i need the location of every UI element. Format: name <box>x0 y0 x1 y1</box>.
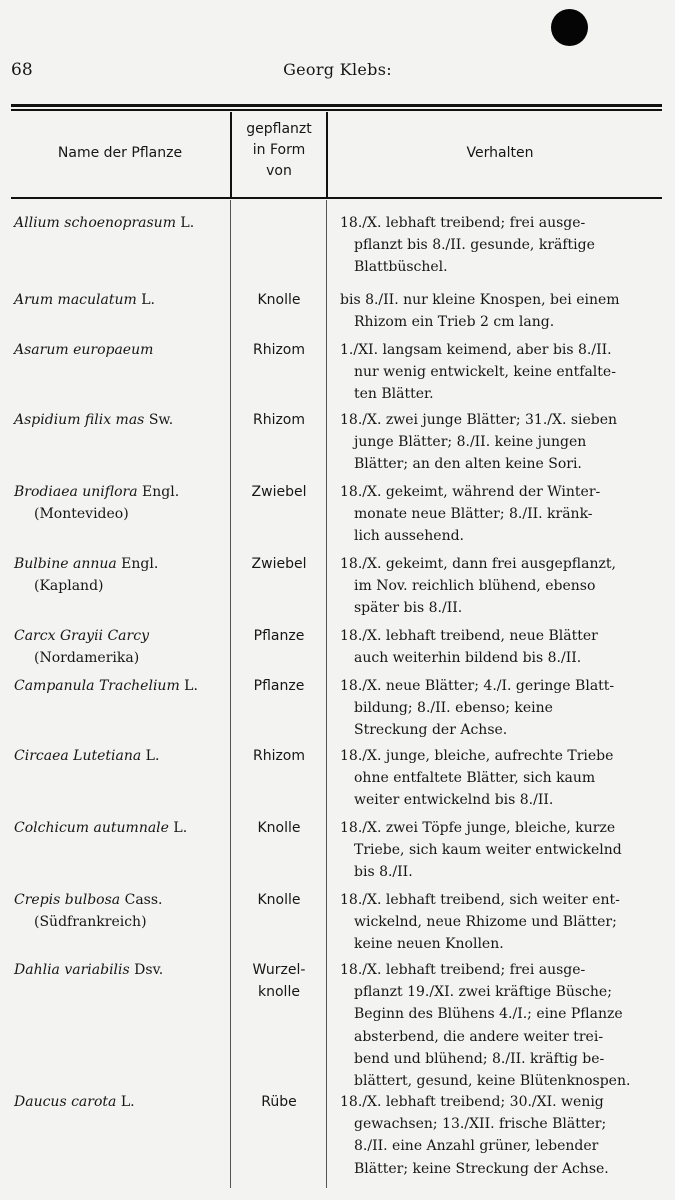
behaviour-text <box>340 409 658 476</box>
behaviour-line: wickelnd, neue Rhizome und Blätter; <box>354 914 617 931</box>
behaviour-line: junge Blätter; 8./II. keine jungen <box>354 434 587 451</box>
behaviour-line: 1./XI. langsam keimend, aber bis 8./II. <box>340 342 612 358</box>
behaviour-line: bend und blühend; 8./II. kräftig be- <box>354 1050 605 1067</box>
behaviour-text <box>340 745 658 812</box>
plant-author: L. <box>116 1094 135 1110</box>
planting-form <box>232 339 326 361</box>
behaviour-text <box>340 675 658 742</box>
behaviour-line: gewachsen; 13./XII. frische Blätter; <box>354 1116 607 1133</box>
behaviour-line: im Nov. reichlich blühend, ebenso <box>354 578 596 595</box>
behaviour-line: 18./X. neue Blätter; 4./I. geringe Blatt- <box>340 678 615 694</box>
plant-author: Engl. <box>116 556 159 572</box>
behaviour-line: bildung; 8./II. ebenso; keine <box>354 700 553 717</box>
plant-genus: Daucus carota <box>14 1094 117 1110</box>
plant-genus: Circaea Lutetiana <box>14 748 142 764</box>
planting-form-line: Rhizom <box>252 412 306 428</box>
table-top-rule <box>11 104 662 107</box>
behaviour-line: monate neue Blätter; 8./II. kränk- <box>354 506 593 523</box>
planting-form <box>232 289 326 311</box>
plant-name <box>14 409 228 431</box>
behaviour-line: ohne entfaltete Blätter, sich kaum <box>354 770 596 787</box>
planting-form-line: Pflanze <box>253 678 305 694</box>
planting-form <box>232 745 326 767</box>
page-number: 68 <box>11 60 33 80</box>
planting-form-line: Zwiebel <box>251 484 307 500</box>
plant-author: L. <box>175 215 195 231</box>
table-top-rule-inner <box>11 109 662 111</box>
planting-form-line: Knolle <box>257 292 301 308</box>
behaviour-line: pflanzt bis 8./II. gesunde, kräftige <box>354 237 595 254</box>
behaviour-line: lich aussehend. <box>354 528 465 545</box>
behaviour-line: blättert, gesund, keine Blütenknospen. <box>354 1073 631 1090</box>
plant-genus: Allium schoenoprasum <box>14 215 176 231</box>
plant-genus: Bulbine annua <box>14 556 117 572</box>
planting-form <box>232 675 326 697</box>
behaviour-text <box>340 289 658 333</box>
column-header-form-line: von <box>266 163 292 179</box>
body-column-divider <box>230 200 231 1188</box>
plant-author: L. <box>179 678 198 694</box>
plant-author: L. <box>168 820 188 836</box>
behaviour-text <box>340 1091 658 1180</box>
plant-name <box>14 1091 228 1113</box>
behaviour-line: später bis 8./II. <box>354 600 463 617</box>
body-column-divider <box>326 200 327 1188</box>
behaviour-line: 18./X. junge, bleiche, aufrechte Triebe <box>340 748 614 764</box>
column-header-form-line: gepflanzt <box>246 121 312 137</box>
plant-region: (Nordamerika) <box>34 650 140 666</box>
behaviour-line: 18./X. lebhaft treibend, neue Blätter <box>340 628 598 644</box>
behaviour-line: Blätter; an den alten keine Sori. <box>354 456 582 473</box>
plant-genus: Asarum europaeum <box>14 342 154 358</box>
planting-form <box>232 889 326 911</box>
plant-author: Dsv. <box>129 962 164 978</box>
behaviour-line: keine neuen Knollen. <box>354 936 504 953</box>
behaviour-line: 18./X. lebhaft treibend; frei ausge- <box>340 962 586 978</box>
behaviour-text <box>340 339 658 406</box>
planting-form <box>232 959 326 1003</box>
behaviour-line: 18./X. zwei Töpfe junge, bleiche, kurze <box>340 820 616 836</box>
plant-name <box>14 745 228 767</box>
plant-author: Cass. <box>120 892 163 908</box>
behaviour-line: absterbend, die andere weiter trei- <box>354 1028 604 1045</box>
behaviour-line: 18./X. lebhaft treibend; frei ausge- <box>340 215 586 231</box>
behaviour-line: auch weiterhin bildend bis 8./II. <box>354 650 582 667</box>
planting-form <box>232 625 326 647</box>
behaviour-line: 18./X. zwei junge Blätter; 31./X. sieben <box>340 412 618 428</box>
running-head: Georg Klebs: <box>283 60 392 79</box>
plant-name <box>14 339 228 361</box>
planting-form-line: Rhizom <box>252 748 306 764</box>
plant-genus: Brodiaea uniflora <box>14 484 138 500</box>
plant-author: Sw. <box>144 412 174 428</box>
plant-name <box>14 481 228 525</box>
planting-form-line: Knolle <box>257 820 301 836</box>
column-header-form-line: in Form <box>252 142 306 158</box>
behaviour-line: 18./X. gekeimt, während der Winter- <box>340 484 601 500</box>
ink-blot <box>551 9 588 46</box>
behaviour-line: Rhizom ein Trieb 2 cm lang. <box>354 314 555 331</box>
behaviour-line: Beginn des Blühens 4./I.; eine Pflanze <box>354 1006 623 1023</box>
planting-form-line: Zwiebel <box>251 556 307 572</box>
planting-form <box>232 553 326 575</box>
planting-form <box>232 409 326 431</box>
behaviour-text <box>340 889 658 956</box>
planting-form-line: knolle <box>258 984 300 1000</box>
behaviour-line: 18./X. lebhaft treibend, sich weiter ent- <box>340 892 620 908</box>
behaviour-line: 8./II. eine Anzahl grüner, lebender <box>354 1138 599 1155</box>
behaviour-line: Blätter; keine Streckung der Achse. <box>354 1160 609 1177</box>
behaviour-line: ten Blätter. <box>354 386 434 403</box>
plant-genus: Carcx Grayii Carcy <box>14 628 149 644</box>
planting-form <box>232 1091 326 1113</box>
planting-form <box>232 817 326 839</box>
plant-author: Engl. <box>137 484 180 500</box>
column-header-name: Name der Pflanze <box>57 145 183 161</box>
planting-form <box>232 481 326 503</box>
behaviour-line: Streckung der Achse. <box>354 722 508 739</box>
plant-name <box>14 289 228 311</box>
behaviour-line: Blattbüschel. <box>354 259 448 276</box>
behaviour-text <box>340 212 658 279</box>
planting-form-line: Wurzel- <box>252 962 306 978</box>
plant-genus: Crepis bulbosa <box>14 892 121 908</box>
behaviour-text <box>340 625 658 669</box>
behaviour-line: weiter entwickelnd bis 8./II. <box>354 792 554 809</box>
planting-form-line: Pflanze <box>253 628 305 644</box>
plant-genus: Campanula Trachelium <box>14 678 180 694</box>
plant-region: (Kapland) <box>34 578 104 594</box>
plant-author: L. <box>136 292 155 308</box>
behaviour-text <box>340 481 658 548</box>
plant-name <box>14 625 228 669</box>
header-column-divider <box>326 112 328 197</box>
plant-name <box>14 889 228 933</box>
plant-genus: Dahlia variabilis <box>14 962 130 978</box>
behaviour-line: nur wenig entwickelt, keine entfalte- <box>354 364 616 381</box>
behaviour-line: pflanzt 19./XI. zwei kräftige Büsche; <box>354 984 612 1001</box>
plant-region: (Südfrankreich) <box>34 914 147 930</box>
behaviour-text <box>340 553 658 620</box>
plant-name <box>14 959 228 981</box>
planting-form-line: Knolle <box>257 892 301 908</box>
behaviour-line: bis 8./II. nur kleine Knospen, bei einem <box>340 292 620 308</box>
behaviour-line: 18./X. gekeimt, dann frei ausgepflanzt, <box>340 556 616 572</box>
plant-name <box>14 212 228 234</box>
behaviour-line: 18./X. lebhaft treibend; 30./XI. wenig <box>340 1094 604 1110</box>
behaviour-line: bis 8./II. <box>354 864 413 881</box>
plant-name <box>14 553 228 597</box>
plant-genus: Aspidium filix mas <box>14 412 145 428</box>
column-header-behaviour: Verhalten <box>466 145 534 161</box>
planting-form-line: Rhizom <box>252 342 306 358</box>
planting-form-line: Rübe <box>261 1094 297 1110</box>
behaviour-text <box>340 817 658 884</box>
plant-genus: Arum maculatum <box>14 292 137 308</box>
plant-name <box>14 817 228 839</box>
plant-region: (Montevideo) <box>34 506 129 522</box>
plant-author: L. <box>141 748 160 764</box>
plant-name <box>14 675 228 697</box>
column-header-form <box>232 119 326 182</box>
header-bottom-rule <box>11 197 662 199</box>
behaviour-line: Triebe, sich kaum weiter entwickelnd <box>354 842 622 859</box>
plant-genus: Colchicum autumnale <box>14 820 169 836</box>
behaviour-text <box>340 959 658 1092</box>
